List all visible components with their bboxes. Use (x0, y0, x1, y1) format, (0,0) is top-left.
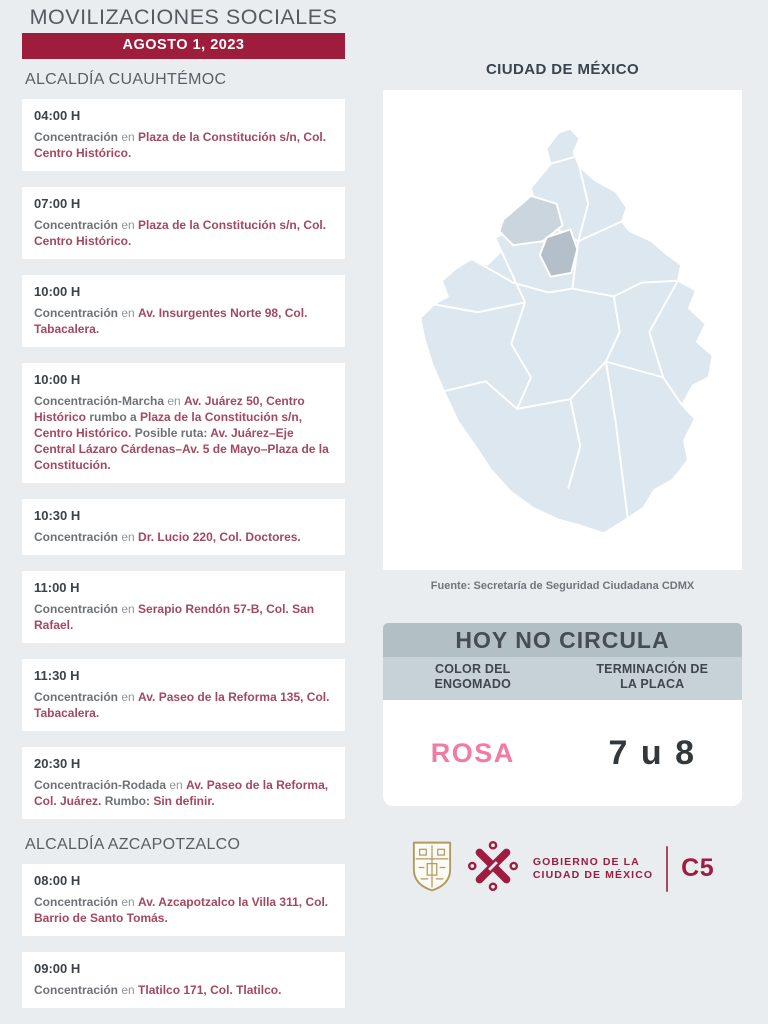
event-description (34, 601, 333, 633)
event-text-segment: Concentración (34, 690, 122, 704)
event-text-segment: Sin definir. (153, 794, 215, 808)
event-text-segment: Concentración (34, 306, 122, 320)
alcaldia-section (22, 835, 345, 1008)
event-text-segment: Concentración (34, 218, 122, 232)
event-text-segment: Av. Juárez 50, Centro Histórico (34, 394, 305, 424)
event-text-segment: en (169, 778, 187, 792)
alcaldia-section (22, 70, 345, 819)
event-card (22, 275, 345, 347)
footer-divider (666, 846, 668, 892)
event-text-segment: Concentración (34, 895, 122, 909)
event-text-segment: Concentración-Rodada (34, 778, 170, 792)
event-text-segment: en (121, 530, 139, 544)
cdmx-map (383, 90, 742, 570)
event-time: 20:30 H (34, 756, 81, 771)
hoy-no-circula-values (383, 700, 742, 806)
event-description (34, 894, 333, 926)
event-text-segment: Av. Insurgentes Norte 98, Col. Tabacalera. (34, 306, 308, 336)
event-time: 04:00 H (34, 108, 81, 123)
event-text-segment: rumbo a (89, 410, 141, 424)
gobierno-line1: GOBIERNO DE LA (532, 855, 640, 868)
event-time: 10:30 H (34, 508, 81, 523)
page-title: MOVILIZACIONES SOCIALES (29, 5, 338, 29)
placa-value: 7 u 8 (608, 733, 696, 772)
event-text-segment: en (167, 394, 185, 408)
event-text-segment: Plaza de la Constitución s/n, Col. Centro Histórico. (34, 218, 327, 248)
hoy-no-circula-title: HOY NO CIRCULA (383, 623, 742, 657)
event-text-segment: Concentración (34, 530, 122, 544)
event-card (22, 864, 345, 936)
alcaldia-sections (22, 70, 345, 1008)
event-text-segment: en (121, 130, 139, 144)
event-card (22, 99, 345, 171)
event-time: 11:30 H (34, 668, 80, 683)
event-description (34, 777, 333, 809)
hoy-no-circula-panel (383, 623, 742, 806)
event-description (34, 982, 333, 998)
map-title: CIUDAD DE MÉXICO (485, 61, 640, 78)
event-text-segment: Concentración (34, 983, 122, 997)
event-text-segment: Concentración (34, 602, 122, 616)
alcaldia-heading: ALCALDÍA AZCAPOTZALCO (25, 836, 241, 853)
event-text-segment: Av. Azcapotzalco la Villa 311, Col. Barrio de Santo Tomás. (34, 895, 329, 925)
event-text-segment: en (121, 895, 139, 909)
event-text-segment: Plaza de la Constitución s/n, Centro Histórico. (34, 410, 303, 440)
event-text-segment: Tlatilco 171, Col. Tlatilco. (138, 983, 282, 997)
date-banner: AGOSTO 1, 2023 (22, 33, 345, 59)
event-text-segment: Rumbo: (104, 794, 154, 808)
event-text-segment: en (121, 306, 139, 320)
events-column (22, 6, 345, 1024)
event-card (22, 187, 345, 259)
event-text-segment: en (121, 602, 139, 616)
event-text-segment: Av. Paseo de la Reforma 135, Col. Tabacalera. (34, 690, 330, 720)
placa-column-header: TERMINACIÓN DE LA PLACA (596, 662, 709, 691)
event-card (22, 363, 345, 483)
event-text-segment: en (121, 983, 139, 997)
event-text-segment: Dr. Lucio 220, Col. Doctores. (138, 530, 301, 544)
event-card (22, 659, 345, 731)
hoy-no-circula-headers (383, 657, 742, 700)
gobierno-text (533, 856, 653, 882)
event-list (22, 864, 345, 1008)
event-text-segment: Posible ruta: (134, 426, 211, 440)
engomado-column-header: COLOR DEL ENGOMADO (434, 662, 512, 691)
event-description (34, 393, 333, 473)
event-description (34, 305, 333, 337)
event-text-segment: en (121, 218, 139, 232)
escudo-cdmx-icon (411, 840, 453, 898)
event-card (22, 747, 345, 819)
event-list (22, 99, 345, 819)
event-text-segment: Av. Juárez–Eje Central Lázaro Cárdenas–Av. 5 de Mayo–Plaza de la Constitución. (34, 426, 329, 472)
event-time: 08:00 H (34, 873, 81, 888)
map-source: Fuente: Secretaría de Seguridad Ciudadana CDMX (430, 580, 695, 592)
engomado-color-value: ROSA (430, 737, 515, 768)
info-column (383, 60, 742, 898)
cdmx-outline (420, 129, 712, 533)
event-time: 09:00 H (34, 961, 81, 976)
event-text-segment: Plaza de la Constitución s/n, Col. Centro Histórico. (34, 130, 327, 160)
alcaldia-heading: ALCALDÍA CUAUHTÉMOC (25, 71, 227, 88)
event-text-segment: Serapio Rendón 57-B, Col. San Rafael. (34, 602, 315, 632)
event-text-segment: Av. Paseo de la Reforma, Col. Juárez. (34, 778, 329, 808)
event-card (22, 952, 345, 1008)
event-time: 11:00 H (34, 580, 80, 595)
gobierno-cdmx-knot-icon (466, 839, 520, 898)
event-text-segment: Concentración-Marcha (34, 394, 168, 408)
cdmx-map-panel (383, 90, 742, 570)
event-description (34, 217, 333, 249)
c5-logo: C5 (681, 854, 715, 882)
event-text-segment: en (121, 690, 139, 704)
gobierno-line2: CIUDAD DE MÉXICO (532, 868, 654, 881)
event-description (34, 129, 333, 161)
event-card (22, 499, 345, 555)
event-time: 07:00 H (34, 196, 81, 211)
event-time: 10:00 H (34, 372, 81, 387)
event-description (34, 689, 333, 721)
footer-logos (383, 839, 742, 898)
event-card (22, 571, 345, 643)
event-description (34, 529, 333, 545)
event-time: 10:00 H (34, 284, 81, 299)
event-text-segment: Concentración (34, 130, 122, 144)
